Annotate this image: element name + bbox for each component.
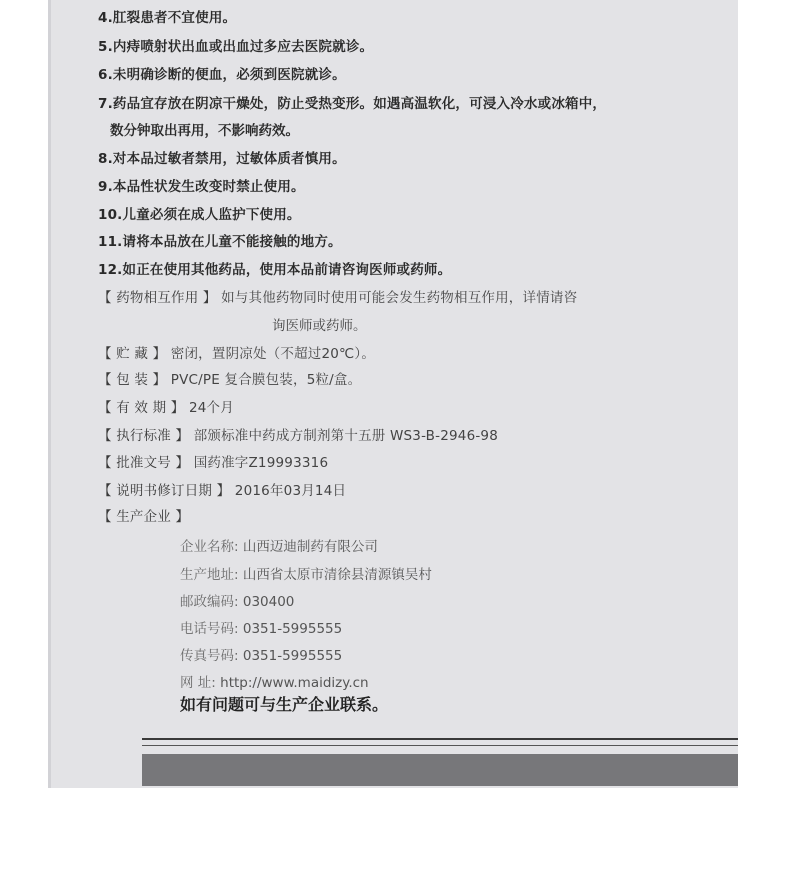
field-key: 网 址:	[180, 675, 216, 691]
field-value: 0351-5995555	[242, 621, 343, 637]
field-value: 030400	[242, 594, 295, 610]
section-value: 部颁标准中药成方制剂第十五册 WS3-B-2946-98	[193, 428, 499, 444]
field-value: 山西省太原市清徐县清源镇吴村	[242, 567, 432, 583]
divider	[142, 738, 738, 740]
notice-item: 12.如正在使用其他药品，使用本品前请咨询医师或药师。	[98, 262, 452, 278]
company-postcode-row	[180, 590, 294, 610]
notice-item: 11.请将本品放在儿童不能接触的地方。	[98, 234, 342, 250]
company-name-row	[180, 535, 378, 555]
section-value: 国药准字Z19993316	[193, 455, 329, 471]
standard-section	[98, 424, 498, 444]
package-section	[98, 368, 361, 388]
section-label: 【 生产企业 】	[98, 509, 190, 525]
section-label: 【 有 效 期 】	[98, 400, 185, 416]
interaction-section	[98, 286, 577, 306]
section-label: 【 说明书修订日期 】	[98, 483, 231, 499]
section-value: 如与其他药物同时使用可能会发生药物相互作用，详情请咨	[221, 290, 578, 306]
revision-date-section	[98, 479, 346, 499]
section-label: 【 药物相互作用 】	[98, 290, 217, 306]
notice-item: 9.本品性状发生改变时禁止使用。	[98, 179, 305, 195]
notice-item: 10.儿童必须在成人监护下使用。	[98, 207, 301, 223]
section-label: 【 执行标准 】	[98, 428, 190, 444]
section-label: 【 批准文号 】	[98, 455, 190, 471]
field-key: 电话号码:	[180, 621, 239, 637]
company-fax-row	[180, 644, 342, 664]
approval-section	[98, 451, 328, 471]
company-phone-row	[180, 617, 342, 637]
field-value: 山西迈迪制药有限公司	[242, 539, 378, 555]
footer-band	[142, 754, 738, 786]
notice-item: 8.对本品过敏者禁用，过敏体质者慎用。	[98, 151, 346, 167]
section-value: 密闭，置阴凉处（不超过20℃）。	[170, 346, 376, 362]
field-key: 生产地址:	[180, 567, 239, 583]
validity-section	[98, 396, 234, 416]
notice-item: 5.内痔喷射状出血或出血过多应去医院就诊。	[98, 39, 374, 55]
storage-section	[98, 342, 375, 362]
section-value: 24个月	[188, 400, 234, 416]
field-value: http://www.maidizy.cn	[220, 675, 369, 691]
company-address-row	[180, 563, 432, 583]
field-key: 传真号码:	[180, 648, 239, 664]
notice-item: 4.肛裂患者不宜使用。	[98, 10, 237, 26]
field-key: 邮政编码:	[180, 594, 239, 610]
field-value: 0351-5995555	[242, 648, 343, 664]
notice-item-continuation: 数分钟取出再用，不影响药效。	[110, 123, 299, 139]
notice-item: 7.药品宜存放在阴凉干燥处，防止受热变形。如遇高温软化，可浸入冷水或冰箱中，	[98, 96, 607, 112]
company-website-row	[180, 671, 369, 691]
divider	[142, 745, 738, 746]
section-label: 【 包 装 】	[98, 372, 167, 388]
section-value: PVC/PE 复合膜包装，5粒/盒。	[170, 372, 362, 388]
manufacturer-section	[98, 505, 189, 525]
notice-item: 6.未明确诊断的便血，必须到医院就诊。	[98, 67, 346, 83]
field-key: 企业名称:	[180, 539, 239, 555]
section-value-continuation: 询医师或药师。	[272, 318, 367, 334]
section-value: 2016年03月14日	[234, 483, 347, 499]
section-label: 【 贮 藏 】	[98, 346, 167, 362]
contact-notice: 如有问题可与生产企业联系。	[180, 695, 389, 714]
